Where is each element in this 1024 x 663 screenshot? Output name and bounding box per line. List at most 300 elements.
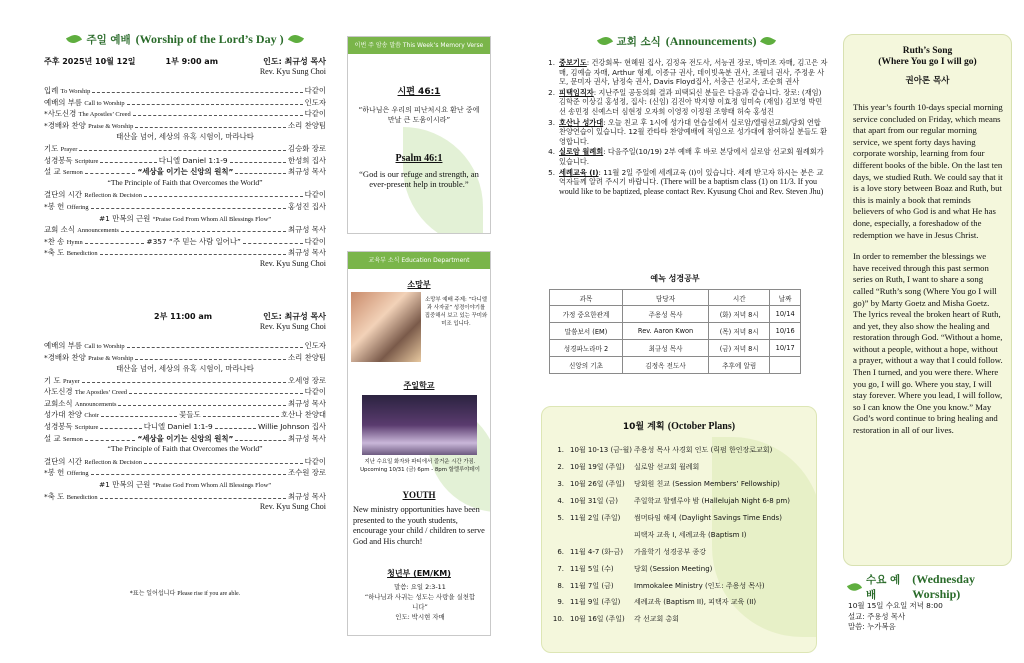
announcement-text bbox=[559, 168, 828, 197]
order-item bbox=[44, 352, 133, 363]
plan-item bbox=[542, 510, 816, 527]
announcement-number: 2. bbox=[548, 87, 555, 97]
announcement-number: 1. bbox=[548, 58, 555, 67]
order-person: 한성희 집사 bbox=[287, 155, 326, 165]
order-person: 최규성 목사 bbox=[287, 398, 326, 408]
plan-number: 3. bbox=[557, 480, 564, 489]
leader-dots bbox=[129, 393, 303, 394]
announcement-body: : 오늘 친교 후 1시에 성가대 연습실에서 실로암/엘림선교회/당회 연합 찬양연습이 있습니다. 12월 칸타타 찬양예배에 적임으로 성가대에 참여하실 분들도 환영합니다. bbox=[559, 117, 828, 146]
order-detail: 다니엘 Daniel 1:1-9 bbox=[143, 422, 213, 432]
leader-dots bbox=[230, 162, 286, 163]
order-row bbox=[44, 247, 326, 259]
study-cell: 10/16 bbox=[770, 323, 801, 340]
study-row bbox=[550, 306, 801, 323]
wednesday-preacher: 설교: 주용성 목사 bbox=[848, 611, 906, 621]
order-detail: 꽃들도 bbox=[179, 410, 201, 420]
verse-text-en: “God is our refuge and strength, an ever-present help in trouble.” bbox=[359, 169, 479, 189]
service-date: 주후 2025년 10월 12일 bbox=[44, 57, 136, 66]
order-item bbox=[44, 236, 83, 247]
plan-number: 10. bbox=[552, 615, 564, 624]
plan-event: 주일학교 할렐루야 밤 (Hallelujah Night 6-8 pm) bbox=[634, 497, 790, 506]
plan-date: 10월 31일 (금) bbox=[570, 497, 619, 506]
doxology-kr: #1 만복의 근원 bbox=[98, 213, 151, 223]
order-row bbox=[44, 85, 326, 97]
order-person: 다같이 bbox=[304, 387, 326, 397]
ruth-author: 권아론 목사 bbox=[905, 76, 950, 86]
leader-dots bbox=[85, 243, 145, 244]
plans-list bbox=[542, 442, 816, 628]
study-cell: 성경파노라마 2 bbox=[550, 340, 623, 357]
study-header-cell: 담당자 bbox=[622, 290, 708, 306]
ruth-subtitle: (Where You go I will go) bbox=[878, 57, 977, 67]
order-row bbox=[44, 421, 326, 433]
wednesday-title: 수요 예배 (Wednesday Worship) bbox=[848, 578, 1018, 596]
order-person: 호산나 찬양대 bbox=[280, 410, 326, 420]
order-item-en: Sermon bbox=[63, 435, 83, 443]
young-adult-title: 청년부 (EM/KM) bbox=[387, 569, 451, 578]
doxology-en: “Praise God From Whom All Blessings Flow” bbox=[152, 215, 272, 223]
leader-dots bbox=[121, 231, 286, 232]
plan-date: 10월 10-13 (금-월) bbox=[570, 446, 632, 455]
children-photo bbox=[351, 292, 421, 362]
order-person: 최규성 목사 bbox=[287, 433, 326, 443]
plan-event: 당회원 친교 (Session Members’ Fellowship) bbox=[634, 480, 780, 489]
plan-item bbox=[542, 560, 816, 577]
order-person: 다같이 bbox=[304, 236, 326, 246]
leader-dots bbox=[85, 173, 136, 174]
plan-event: 썸머타임 해제 (Daylight Savings Time Ends) bbox=[634, 514, 782, 522]
order-item bbox=[44, 386, 127, 397]
order-item-en: Reflection & Decision bbox=[84, 458, 142, 466]
order-item bbox=[44, 108, 131, 119]
announcement-body: : 지난주일 공동의회 결과 피택되신 분들은 다음과 같습니다. 장로: (재임) 김학준 이상길 홍성정, 집사: (신임) 김진아 박지향 이효정 임미숙 (재임) 김보영 박민선 송민정 신예스더 심현정 오자희 이영정 이정원 조향태 허숙 홍성진 bbox=[559, 87, 823, 116]
order-row bbox=[44, 143, 326, 155]
order-person: Willie Johnson 집사 bbox=[258, 422, 326, 432]
leader-dots bbox=[82, 382, 286, 383]
order-item-kr: *봉 헌 bbox=[44, 468, 65, 478]
leader-dots bbox=[235, 173, 286, 174]
young-adult-leader: 인도: 박시현 자매 bbox=[395, 613, 445, 621]
leader-dots bbox=[91, 474, 286, 475]
doxology bbox=[44, 479, 326, 491]
order-item-kr: 예배의 부름 bbox=[44, 340, 83, 350]
plan-date: 11월 2일 (주일) bbox=[570, 514, 621, 522]
study-cell: 말씀보서 (EM) bbox=[550, 323, 623, 340]
study-cell: 추후에 알림 bbox=[709, 357, 770, 374]
study-table bbox=[549, 289, 801, 374]
plan-event: 당회 (Session Meeting) bbox=[634, 564, 713, 573]
order-item-en: Choir bbox=[84, 412, 99, 420]
order-item-kr: *찬 송 bbox=[44, 236, 65, 246]
ruth-paragraph-1: This year’s fourth 10-days special morning service concluded on Friday, which means that apart from our regular morning service, we spent forty days having corporate worship, learning from four different books of the bible. On the last ten days, we studied Ruth. We could say that it is a love story between Boaz and Ruth, but this is mainly a book that reminds believers of who God is and what He has done, especially, a foreshadow of the redemption we have in Jesus Christ. bbox=[853, 102, 1003, 240]
leaf-icon bbox=[760, 34, 776, 47]
announcements-title: 교회 소식 (Announcements) bbox=[545, 32, 828, 50]
memory-verse-box bbox=[347, 36, 491, 234]
order-item-en: Announcements bbox=[74, 400, 117, 408]
doxology bbox=[44, 213, 326, 225]
announcement-text bbox=[559, 118, 828, 147]
order-row bbox=[44, 456, 326, 468]
order-item-en: Offering bbox=[66, 470, 89, 478]
verse-ref-kr: 시편 46:1 bbox=[397, 87, 441, 97]
first-order-rows bbox=[44, 85, 326, 271]
october-plans bbox=[541, 406, 817, 653]
leader-dots bbox=[127, 347, 303, 348]
leader-dots bbox=[135, 127, 286, 128]
leader-dots bbox=[100, 428, 141, 429]
order-item bbox=[44, 85, 90, 96]
education-bar: 교육부 소식 Education Department bbox=[348, 252, 490, 269]
leader-dots bbox=[133, 115, 303, 116]
order-item-en: Reflection & Decision bbox=[84, 192, 142, 200]
order-item bbox=[44, 456, 142, 467]
ruth-paragraph-2: In order to remember the blessings we have received through this past sermon series on Ruth, I want to share a song called “Ruth’s song (Where You go I will go)” by Marty Goetz and Misha Goetz. The lyrics reveal the broken heart of Ruth, and yet, they also show the healing and restoration through God. “Without a home, without a people, without a hope, without a prayer, without a way that I could follow. Then I turned, and you were there. Where you go, I will go. Where you stay, I will stay forever. Where you lead, I will follow, so I can know the One you know.” May God’s word continue to bring healing and restoration in all of our lives. bbox=[853, 251, 1003, 436]
order-person: 다같이 bbox=[304, 86, 326, 95]
praise-songs: 태산을 넘어, 세상의 유혹 시험이, 마라나타 bbox=[116, 132, 254, 142]
order-item-en: To Worship bbox=[60, 88, 91, 95]
announcement-label: 호산나 성가대 bbox=[559, 117, 604, 127]
order-item bbox=[44, 97, 125, 108]
order-row bbox=[44, 108, 326, 120]
order-row bbox=[44, 433, 326, 445]
order-person: 다같이 bbox=[304, 456, 326, 466]
announcement-label: 피택임직자 bbox=[559, 87, 594, 97]
order-item-en: The Apostles’ Creed bbox=[78, 111, 131, 119]
order-item-kr: 성경봉독 bbox=[44, 155, 73, 165]
order-item bbox=[44, 120, 133, 131]
children-text: 소망부 예배 주제: “다니엘과 사자굴” 성경이야기를 집중해서 보고 있는 꾸미와 미조 입니다. bbox=[424, 297, 488, 327]
order-item bbox=[44, 467, 89, 478]
second-service-header bbox=[44, 311, 326, 322]
order-item-kr: 기도 bbox=[44, 143, 59, 153]
order-row bbox=[44, 386, 326, 398]
order-row bbox=[44, 409, 326, 421]
announcement-body: : 11월 2일 주일에 세례교육 (I)이 있습니다. 세례 받고자 하시는 분은 교역자들께 알려 주시기 바랍니다. bbox=[559, 167, 824, 187]
plan-event: 실로암 선교회 월례회 bbox=[634, 463, 700, 472]
ruth-title: Ruth’s Song bbox=[902, 46, 953, 56]
order-row bbox=[44, 189, 326, 201]
announcement-body: : 건강회복- 현혜원 집사, 김정옥 전도사, 서능권 장로, 박미조 자매, 김고은 자매, 김예슬 자매, Arthur 형제, 이종규 권사, 데이빗옥분 권사, 조필녀 권사, 주정운 사모, 문미자 권사, 남정숙 권사, Davis Floyd집사, 서충근 선교사, 조순희 권사 bbox=[559, 58, 828, 87]
study-cell: 10/17 bbox=[770, 340, 801, 357]
study-header-cell: 날짜 bbox=[770, 290, 801, 306]
leader-dots bbox=[144, 196, 303, 197]
order-person: 최규성 목사 bbox=[287, 225, 326, 235]
order-item bbox=[44, 143, 77, 154]
order-item bbox=[44, 189, 142, 200]
announcement-item bbox=[545, 147, 828, 166]
plan-number: 1. bbox=[557, 446, 564, 455]
plan-item bbox=[542, 526, 816, 543]
praise-songs: 태산을 넘어, 세상의 유혹 시험이, 마라나타 bbox=[116, 364, 254, 374]
order-item-en: Prayer bbox=[60, 145, 78, 153]
order-item-kr: 예배의 부름 bbox=[44, 97, 83, 107]
order-item-en: Offering bbox=[66, 203, 89, 211]
sunday-school-photo bbox=[362, 395, 477, 455]
order-item bbox=[44, 421, 98, 432]
leader-dots bbox=[135, 359, 286, 360]
youth-title: YOUTH bbox=[402, 490, 436, 500]
closing-pastor: Rev. Kyu Sung Choi bbox=[259, 258, 326, 268]
plan-item bbox=[542, 476, 816, 493]
youth-text: New ministry opportunities have been presented to the youth students, encourage your child / children to serve God and His church! bbox=[353, 505, 485, 546]
study-cell: Rev. Aaron Kwon bbox=[622, 323, 708, 340]
plan-date: 10월 16일 (주일) bbox=[570, 615, 625, 624]
plan-number: 4. bbox=[557, 497, 564, 506]
service-leader-en: Rev. Kyu Sung Choi bbox=[259, 321, 326, 331]
plan-item bbox=[542, 459, 816, 476]
announcement-text bbox=[559, 147, 828, 166]
order-person: 조수원 장로 bbox=[287, 468, 326, 478]
leader-dots bbox=[144, 463, 303, 464]
announcement-english: (There will be a baptism class (1) on 11/3. If you would like to be baptized, please contact Rev. Kyusung Choi and Rev. Steven Jhu) bbox=[559, 177, 824, 196]
leader-dots bbox=[203, 416, 279, 417]
service-time: 2부 11:00 am bbox=[154, 311, 213, 321]
plan-number: 6. bbox=[557, 547, 564, 556]
order-item-en: Sermon bbox=[63, 169, 83, 177]
study-cell: 최규성 목사 bbox=[622, 340, 708, 357]
leaf-icon bbox=[66, 32, 82, 45]
plan-date: 10월 26일 (주일) bbox=[570, 480, 625, 489]
doxology-en: “Praise God From Whom All Blessings Flow” bbox=[152, 482, 272, 490]
doxology-kr: #1 만복의 근원 bbox=[98, 480, 151, 490]
leader-dots bbox=[215, 428, 256, 429]
order-item bbox=[44, 433, 83, 444]
order-item bbox=[44, 491, 98, 502]
verse-text-kr: “하나님은 우리의 피난처시요 환난 중에 만날 큰 도움이시라” bbox=[358, 106, 480, 124]
plan-item bbox=[542, 442, 816, 459]
order-person: 다같이 bbox=[304, 109, 326, 119]
order-item-en: Praise & Worship bbox=[88, 354, 134, 362]
young-adult-verse: 말씀: 요일 2:3-11 bbox=[394, 583, 446, 591]
order-item-en: Benediction bbox=[66, 493, 98, 501]
order-item-kr: *축 도 bbox=[44, 248, 65, 258]
study-cell: (금) 저녁 8시 bbox=[709, 340, 770, 357]
order-item-en: Hymn bbox=[66, 238, 83, 246]
plan-item bbox=[542, 577, 816, 594]
announcement-label: 세례교육 (I) bbox=[559, 167, 599, 177]
service-leader-en: Rev. Kyu Sung Choi bbox=[259, 67, 326, 76]
order-person: 홍성진 집사 bbox=[287, 201, 326, 211]
study-row bbox=[550, 323, 801, 340]
wednesday-time: 10월 15일 수요일 저녁 8:00 bbox=[848, 601, 943, 610]
order-item-kr: 기 도 bbox=[44, 375, 61, 385]
order-row bbox=[44, 491, 326, 503]
order-person: 소리 찬양팀 bbox=[287, 120, 326, 130]
announcement-list bbox=[545, 58, 828, 196]
order-item-kr: 입례 bbox=[44, 86, 59, 95]
wednesday-worship bbox=[848, 572, 1018, 632]
memory-verse-bar: 이번 주 암송 말씀 This Week’s Memory Verse bbox=[348, 37, 490, 54]
announcements bbox=[545, 32, 828, 197]
order-item-kr: 설 교 bbox=[44, 433, 61, 443]
leader-dots bbox=[118, 405, 286, 406]
study-header-row bbox=[550, 290, 801, 306]
plan-date: 11월 5일 (수) bbox=[570, 564, 614, 573]
plan-item bbox=[542, 493, 816, 510]
announcement-body: : 다음주일(10/19) 2부 예배 후 바로 본당에서 실로암 선교회 월례회가 있습니다. bbox=[559, 147, 824, 166]
leader-dots bbox=[85, 440, 136, 441]
rise-note: *표는 일어섭니다 Please rise if you are able. bbox=[129, 590, 241, 597]
order-person: 다같이 bbox=[304, 190, 326, 200]
order-item-kr: 교회소식 bbox=[44, 398, 73, 408]
order-row bbox=[44, 236, 326, 248]
order-item-kr: 성가대 찬양 bbox=[44, 410, 83, 420]
order-item-en: Call to Worship bbox=[84, 99, 125, 107]
order-item bbox=[44, 340, 125, 351]
leader-dots bbox=[100, 162, 156, 163]
plan-event: 가을학기 성경공부 종강 bbox=[634, 547, 707, 556]
first-service-header bbox=[44, 56, 326, 67]
leader-dots bbox=[127, 104, 303, 105]
second-order-rows bbox=[44, 340, 326, 514]
order-person: 최규성 목사 bbox=[287, 248, 326, 258]
plan-event: 각 선교회 총회 bbox=[634, 615, 680, 624]
order-item-en: The Apostles’ Creed bbox=[74, 389, 127, 397]
plan-item bbox=[542, 594, 816, 611]
order-row bbox=[44, 352, 326, 364]
order-item-en: Announcements bbox=[77, 227, 119, 235]
young-adult-text: “하나님과 사귀는 성도는 사랑을 실천합니다” bbox=[364, 593, 476, 611]
worship-order bbox=[44, 30, 326, 514]
leaf-icon bbox=[597, 34, 613, 47]
announcement-number: 3. bbox=[548, 117, 555, 127]
order-item bbox=[44, 247, 98, 258]
order-person: 최규성 목사 bbox=[287, 167, 326, 177]
order-item-kr: 사도신경 bbox=[44, 387, 73, 397]
study-cell: (화) 저녁 8시 bbox=[709, 306, 770, 323]
order-item-kr: *사도신경 bbox=[44, 109, 77, 119]
order-row bbox=[44, 166, 326, 178]
sunday-school-title: 주일학교 bbox=[403, 381, 435, 390]
plan-number: 2. bbox=[557, 463, 564, 472]
plan-number: 5. bbox=[557, 514, 564, 522]
order-row bbox=[44, 201, 326, 213]
plan-event: 피택자 교육 I, 세례교육 (Baptism I) bbox=[634, 530, 747, 539]
leaf-icon bbox=[288, 32, 304, 45]
service-leader: 인도: 최규성 목사 bbox=[263, 57, 326, 66]
order-person: 최규성 목사 bbox=[287, 491, 326, 501]
announcement-item bbox=[545, 118, 828, 147]
announcement-item bbox=[545, 88, 828, 117]
order-item-kr: *축 도 bbox=[44, 491, 65, 501]
study-cell bbox=[770, 357, 801, 374]
leader-dots bbox=[101, 416, 177, 417]
order-item-en: Call to Worship bbox=[84, 342, 125, 350]
order-item-kr: *경배와 찬양 bbox=[44, 120, 86, 130]
order-detail: #357 “주 믿는 사람 일어나” bbox=[146, 236, 241, 246]
order-row bbox=[44, 398, 326, 410]
order-row bbox=[44, 155, 326, 167]
worship-title: 주일 예배 (Worship of the Lord’s Day ) bbox=[44, 30, 326, 48]
study-row bbox=[550, 340, 801, 357]
order-item bbox=[44, 155, 98, 166]
study-header-cell: 시간 bbox=[709, 290, 770, 306]
order-row bbox=[44, 224, 326, 236]
plan-event: 주용성 목사 사경회 인도 (릭펌 한인장로교회) bbox=[634, 446, 773, 455]
order-row bbox=[44, 467, 326, 479]
order-item bbox=[44, 201, 89, 212]
order-item-en: Praise & Worship bbox=[88, 122, 134, 130]
order-item-kr: 교회 소식 bbox=[44, 225, 75, 235]
study-cell: 신앙의 기초 bbox=[550, 357, 623, 374]
order-item-kr: 성경봉독 bbox=[44, 422, 73, 432]
wednesday-scripture: 말씀: 누가복음 bbox=[848, 622, 896, 631]
leader-dots bbox=[243, 243, 303, 244]
announcement-number: 4. bbox=[548, 147, 555, 157]
order-item-en: Scripture bbox=[74, 157, 99, 165]
study-cell: 김정옥 전도사 bbox=[622, 357, 708, 374]
study-cell: 가정 중요한관계 bbox=[550, 306, 623, 323]
sunday-school-text: 지난 수요일 화자와 파티에서 즐거운 시간 가짐. Upcoming 10/31 (금) 6pm - 8pm 할렐루야데이 bbox=[360, 459, 480, 473]
leader-dots bbox=[92, 92, 302, 93]
order-item-kr: *봉 헌 bbox=[44, 201, 65, 211]
plan-date: 10월 19일 (주일) bbox=[570, 463, 625, 472]
order-person: 인도자 bbox=[304, 97, 326, 107]
order-item-kr: 결단의 시간 bbox=[44, 456, 83, 466]
order-person: 오세영 장로 bbox=[287, 375, 326, 385]
leader-dots bbox=[235, 440, 286, 441]
order-person: 김승화 장로 bbox=[287, 143, 326, 153]
verse-ref-en: Psalm 46:1 bbox=[395, 153, 443, 164]
plan-number: 7. bbox=[557, 564, 564, 573]
leader-dots bbox=[91, 208, 286, 209]
plan-date: 11월 4-7 (화-금) bbox=[570, 547, 624, 556]
announcement-label: 실로암 월례회 bbox=[559, 147, 604, 157]
announcement-item bbox=[545, 58, 828, 87]
order-detail: “세상을 이기는 신앙의 원칙” bbox=[137, 433, 234, 443]
order-item bbox=[44, 398, 116, 409]
service-time: 1부 9:00 am bbox=[165, 57, 219, 66]
study-body bbox=[550, 306, 801, 374]
study-row bbox=[550, 357, 801, 374]
order-row bbox=[44, 375, 326, 387]
order-detail: “세상을 이기는 신앙의 원칙” bbox=[137, 167, 234, 177]
order-item bbox=[44, 224, 119, 235]
study-cell: 주용성 목사 bbox=[622, 306, 708, 323]
second-service bbox=[44, 311, 326, 514]
plan-date: 11월 9일 (주일) bbox=[570, 598, 621, 607]
order-item-en: Benediction bbox=[66, 250, 98, 258]
study-header-cell: 과목 bbox=[550, 290, 623, 306]
announcement-text bbox=[559, 58, 828, 87]
order-row bbox=[44, 120, 326, 132]
order-item-kr: 결단의 시간 bbox=[44, 190, 83, 200]
sermon-title-en: “The Principle of Faith that Overcomes the World” bbox=[107, 444, 263, 454]
plan-number: 9. bbox=[557, 598, 564, 607]
announcement-number: 5. bbox=[548, 167, 555, 177]
order-detail: 다니엘 Daniel 1:1-9 bbox=[158, 155, 228, 165]
order-item bbox=[44, 375, 80, 386]
order-person: 인도자 bbox=[304, 340, 326, 350]
plan-number: 8. bbox=[557, 581, 564, 590]
order-item bbox=[44, 166, 83, 177]
ruth-song-panel bbox=[843, 34, 1012, 566]
order-item bbox=[44, 409, 99, 420]
announcement-text bbox=[559, 88, 828, 117]
order-item-kr: 설 교 bbox=[44, 167, 61, 177]
plan-date: 11월 7일 (금) bbox=[570, 581, 614, 590]
plan-item bbox=[542, 543, 816, 560]
plan-event: Immokalee Ministry (인도: 주용성 목사) bbox=[634, 581, 765, 590]
plans-title: 10월 계획 (October Plans) bbox=[622, 421, 736, 432]
children-title: 소망부 bbox=[407, 280, 431, 289]
plan-item bbox=[542, 611, 816, 628]
first-service bbox=[44, 56, 326, 271]
sermon-title-en: “The Principle of Faith that Overcomes the World” bbox=[107, 177, 263, 187]
order-item-en: Scripture bbox=[74, 424, 99, 432]
announcement-item bbox=[545, 168, 828, 197]
order-row bbox=[44, 340, 326, 352]
